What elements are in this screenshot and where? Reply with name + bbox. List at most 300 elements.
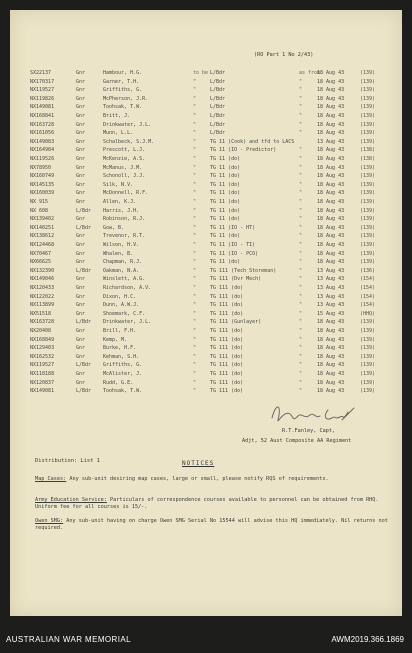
cell-rank: L/Bdr	[76, 362, 92, 369]
cell-no: NX122022	[30, 293, 55, 300]
cell-q1: to be	[193, 70, 209, 76]
list-item	[10, 345, 402, 352]
list-item	[10, 70, 402, 77]
cell-date: 18 Aug 43	[317, 207, 345, 214]
cell-no: NX78950	[30, 164, 52, 171]
cell-appt: TG 11 (do)	[210, 216, 241, 223]
cell-ref: (139)	[360, 164, 376, 171]
list-item	[10, 294, 402, 301]
list-item	[10, 233, 402, 240]
cell-date: 18 Aug 43	[317, 164, 345, 171]
cell-q1: "	[193, 267, 197, 274]
cell-no: SX22137	[30, 70, 52, 76]
cell-date: 18 Aug 43	[317, 328, 345, 334]
cell-date: 15 Aug 43	[317, 310, 345, 317]
cell-q1: "	[193, 121, 197, 128]
cell-name: Kehman, S.H.	[103, 353, 140, 360]
cell-name: Schonoll, J.J.	[103, 173, 146, 180]
cell-q1: "	[193, 78, 197, 85]
list-item	[10, 216, 402, 223]
cell-ref: (139)	[360, 199, 376, 205]
cell-ref: (139)	[360, 336, 376, 343]
cell-ref: (154)	[360, 302, 376, 309]
cell-ref: (139)	[360, 130, 376, 137]
cell-date: 18 Aug 43	[317, 224, 345, 231]
cell-no: NX160039	[30, 190, 55, 197]
cell-q2: "	[299, 190, 303, 197]
cell-name: McPherson, J.R.	[103, 95, 149, 102]
list-item	[10, 251, 402, 258]
cell-date: 18 Aug 43	[317, 173, 345, 180]
cell-no: NX51518	[30, 310, 52, 317]
cell-rank: L/Bdr	[76, 267, 92, 274]
cell-rank: Gnr	[76, 328, 86, 334]
list-item	[10, 87, 402, 94]
cell-appt: L/Bdr	[210, 113, 226, 119]
cell-no: NX162532	[30, 353, 55, 360]
cell-q1: "	[193, 164, 197, 171]
cell-q1: "	[193, 173, 197, 180]
list-item	[10, 96, 402, 103]
list-item	[10, 362, 402, 369]
cell-q1: "	[193, 328, 197, 334]
list-item	[10, 173, 402, 180]
cell-ref: (154)	[360, 293, 376, 300]
cell-date: 18 Aug 43	[317, 319, 345, 326]
cell-date: 18 Aug 43	[317, 78, 345, 85]
cell-rank: Gnr	[76, 345, 86, 352]
cell-name: McManus, J.M.	[103, 164, 143, 171]
cell-ref: (139)	[360, 78, 376, 85]
cell-name: Silk, N.V.	[103, 181, 134, 188]
cell-name: Richardson, A.V.	[103, 285, 152, 291]
cell-q1: "	[193, 138, 197, 145]
cell-q2: as from	[299, 70, 321, 76]
list-item	[10, 139, 402, 146]
cell-appt: TG 111 (do)	[210, 345, 244, 352]
signatory-title: Adjt, 52 Aust Composite AA Regiment	[242, 438, 352, 444]
cell-q1: "	[193, 371, 197, 377]
cell-appt: TG 11 (do)	[210, 259, 241, 266]
cell-ref: (138)	[360, 147, 376, 154]
cell-date: 18 Aug 43	[317, 147, 345, 154]
cell-no: NX119526	[30, 156, 55, 162]
cell-name: Shoemark, C.F.	[103, 310, 146, 317]
cell-name: Trevenor, R.T.	[103, 233, 146, 240]
cell-no: NX139402	[30, 216, 55, 223]
cell-ref: (139)	[360, 181, 376, 188]
cell-name: Drinkwater, J.L.	[103, 121, 152, 128]
cell-rank: Gnr	[76, 181, 86, 188]
cell-appt: L/Bdr	[210, 121, 226, 128]
cell-q1: "	[193, 87, 197, 94]
cell-date: 18 Aug 43	[317, 371, 345, 377]
cell-q1: "	[193, 285, 197, 291]
cell-no: NX168841	[30, 113, 55, 119]
cell-name: Britt, J.	[103, 113, 131, 119]
cell-appt: TG 111 (do)	[210, 302, 244, 309]
cell-rank: Gnr	[76, 353, 86, 360]
cell-ref: (139)	[360, 319, 376, 326]
cell-rank: Gnr	[76, 70, 86, 76]
cell-q2: "	[299, 207, 303, 214]
cell-no: NX120433	[30, 285, 55, 291]
cell-name: Brill, F.H.	[103, 328, 137, 334]
cell-no: NX20408	[30, 328, 52, 334]
cell-date: 18 Aug 43	[317, 104, 345, 111]
cell-rank: Gnr	[76, 164, 86, 171]
cell-name: Rudd, G.E.	[103, 379, 134, 386]
cell-date: 18 Aug 43	[317, 156, 345, 162]
cell-q2: "	[299, 113, 303, 119]
cell-q2: "	[299, 293, 303, 300]
cell-date: 13 Aug 43	[317, 276, 345, 283]
cell-q2: "	[299, 224, 303, 231]
cell-q1: "	[193, 95, 197, 102]
list-item	[10, 113, 402, 120]
cell-appt: TG 111 (do)	[210, 285, 244, 291]
cell-rank: Gnr	[76, 242, 86, 248]
cell-no: NX138612	[30, 233, 55, 240]
cell-rank: Gnr	[76, 285, 86, 291]
cell-rank: Gnr	[76, 293, 86, 300]
cell-q2: "	[299, 276, 303, 283]
cell-name: Chapman, R.J.	[103, 259, 143, 266]
cell-q2: "	[299, 156, 303, 162]
cell-rank: Gnr	[76, 276, 86, 283]
cell-q2: "	[299, 345, 303, 352]
cell-appt: TG 111 (do)	[210, 388, 244, 395]
cell-date: 18 Aug 43	[317, 233, 345, 240]
list-item	[10, 147, 402, 154]
cell-ref: (139)	[360, 70, 376, 76]
cell-date: 18 Aug 43	[317, 70, 345, 76]
cell-rank: Gnr	[76, 190, 86, 197]
notice-map-cases: Map Cases: Any sub-unit desiring map cases, large or small, please notify RQS of requirements.	[35, 476, 329, 482]
cell-ref: (139)	[360, 371, 376, 377]
cell-no: NX132390	[30, 267, 55, 274]
cell-date: 18 Aug 43	[317, 250, 345, 257]
cell-name: Munn, L.L.	[103, 130, 134, 137]
cell-q1: "	[193, 199, 197, 205]
cell-q1: "	[193, 362, 197, 369]
cell-ref: (139)	[360, 242, 376, 248]
cell-no: NX118188	[30, 371, 55, 377]
cell-rank: Gnr	[76, 173, 86, 180]
cell-q2: "	[299, 147, 303, 154]
cell-ref: (139)	[360, 353, 376, 360]
handwritten-signature	[268, 400, 358, 428]
cell-ref: (139)	[360, 328, 376, 334]
cell-date: 13 Aug 43	[317, 293, 345, 300]
cell-appt: TG 11 (do)	[210, 181, 241, 188]
cell-name: Wilson, H.V.	[103, 242, 140, 248]
cell-rank: L/Bdr	[76, 319, 92, 326]
cell-appt: TG 111 (Gunlayer)	[210, 319, 262, 326]
list-item	[10, 328, 402, 335]
cell-no: NX119527	[30, 87, 55, 94]
cell-q1: "	[193, 302, 197, 309]
cell-rank: Gnr	[76, 121, 86, 128]
cell-q1: "	[193, 181, 197, 188]
list-item	[10, 225, 402, 232]
cell-ref: (139)	[360, 224, 376, 231]
cell-no: NX119527	[30, 362, 55, 369]
list-item	[10, 208, 402, 215]
cell-name: Robinson, R.J.	[103, 216, 146, 223]
cell-appt: TG 111 (do)	[210, 336, 244, 343]
cell-name: Griffiths, G.	[103, 87, 143, 94]
cell-q2: "	[299, 328, 303, 334]
list-item	[10, 311, 402, 318]
cell-appt: TG 11 (do)	[210, 156, 241, 162]
cell-no: NX120837	[30, 379, 55, 386]
cell-q2: "	[299, 259, 303, 266]
cell-name: Prescott, L.J.	[103, 147, 146, 154]
cell-q1: "	[193, 242, 197, 248]
cell-appt: TG 111 (do)	[210, 362, 244, 369]
list-item	[10, 354, 402, 361]
cell-date: 18 Aug 43	[317, 379, 345, 386]
cell-q1: "	[193, 293, 197, 300]
cell-rank: Gnr	[76, 310, 86, 317]
cell-rank: Gnr	[76, 233, 86, 240]
list-item	[10, 165, 402, 172]
cell-q1: "	[193, 216, 197, 223]
cell-name: Winslett, A.G.	[103, 276, 146, 283]
cell-appt: L/Bdr	[210, 87, 226, 94]
cell-ref: (139)	[360, 87, 376, 94]
cell-q1: "	[193, 259, 197, 266]
cell-no: NX163728	[30, 319, 55, 326]
list-item	[10, 259, 402, 266]
cell-q2: "	[299, 216, 303, 223]
cell-appt: TG 11 (IO - TI)	[210, 242, 256, 248]
cell-date: 18 Aug 43	[317, 95, 345, 102]
list-item	[10, 122, 402, 129]
cell-q1: "	[193, 207, 197, 214]
cell-ref: (139)	[360, 250, 376, 257]
cell-appt: TG 111 (Tech Storeman)	[210, 267, 277, 274]
cell-no: NX163728	[30, 121, 55, 128]
cell-no: NX149083	[30, 138, 55, 145]
cell-ref: (139)	[360, 121, 376, 128]
cell-date: 18 Aug 43	[317, 87, 345, 94]
cell-q2: "	[299, 242, 303, 248]
cell-date: 18 Aug 43	[317, 113, 345, 119]
cell-q2: "	[299, 173, 303, 180]
cell-appt: TG 111 (do)	[210, 310, 244, 317]
cell-rank: Gnr	[76, 371, 86, 377]
cell-ref: (139)	[360, 388, 376, 395]
cell-q2: "	[299, 302, 303, 309]
cell-q1: "	[193, 104, 197, 111]
cell-q1: "	[193, 250, 197, 257]
cell-ref: (136)	[360, 267, 376, 274]
cell-q1: "	[193, 224, 197, 231]
cell-date: 18 Aug 43	[317, 181, 345, 188]
cell-name: McAlister, J.	[103, 371, 143, 377]
cell-appt: TG 11 (Cook) and tfd to LACS	[210, 138, 295, 145]
list-item	[10, 268, 402, 275]
cell-appt: L/Bdr	[210, 70, 226, 76]
cell-q2: "	[299, 164, 303, 171]
cell-appt: TG 111 (do)	[210, 371, 244, 377]
cell-date: 13 Aug 43	[317, 302, 345, 309]
cell-name: Griffiths, G.	[103, 362, 143, 369]
cell-name: Whalen, B.	[103, 250, 134, 257]
cell-q1: "	[193, 276, 197, 283]
cell-appt: TG 11 (do)	[210, 233, 241, 240]
cell-rank: Gnr	[76, 113, 86, 119]
footer-bar	[0, 627, 412, 653]
cell-name: McDonnell, R.F.	[103, 190, 149, 197]
cell-no: NX161056	[30, 130, 55, 137]
cell-date: 18 Aug 43	[317, 336, 345, 343]
cell-q2: "	[299, 181, 303, 188]
cell-ref: (139)	[360, 190, 376, 197]
cell-appt: TG 111 (Dvr Mech)	[210, 276, 262, 283]
list-item	[10, 388, 402, 395]
cell-date: 18 Aug 43	[317, 242, 345, 248]
cell-rank: Gnr	[76, 138, 86, 145]
cell-ref: (139)	[360, 259, 376, 266]
cell-date: 18 Aug 43	[317, 345, 345, 352]
cell-q1: "	[193, 379, 197, 386]
cell-q1: "	[193, 156, 197, 162]
cell-appt: L/Bdr	[210, 78, 226, 85]
cell-q2: "	[299, 233, 303, 240]
cell-q1: "	[193, 345, 197, 352]
cell-ref: (139)	[360, 362, 376, 369]
cell-no: NX170317	[30, 78, 55, 85]
cell-rank: Gnr	[76, 87, 86, 94]
cell-date: 13 Aug 43	[317, 267, 345, 274]
cell-appt: TG 11 (do)	[210, 173, 241, 180]
cell-appt: TG 11 (do)	[210, 207, 241, 214]
list-item	[10, 380, 402, 387]
list-item	[10, 371, 402, 378]
distribution-line: Distribution: List 1	[35, 458, 100, 464]
cell-q2: "	[299, 379, 303, 386]
cell-no: NX140251	[30, 224, 55, 231]
cell-q2: "	[299, 121, 303, 128]
cell-q2: "	[299, 267, 303, 274]
cell-q1: "	[193, 336, 197, 343]
cell-name: Kemp, M.	[103, 336, 128, 343]
cell-ref: (139)	[360, 104, 376, 111]
cell-q2: "	[299, 199, 303, 205]
cell-rank: Gnr	[76, 336, 86, 343]
cell-no: NX149046	[30, 276, 55, 283]
list-item	[10, 199, 402, 206]
cell-q2: "	[299, 371, 303, 377]
cell-ref: (139)	[360, 379, 376, 386]
cell-rank: Gnr	[76, 216, 86, 223]
list-item	[10, 79, 402, 86]
cell-q1: "	[193, 353, 197, 360]
cell-no: NX70467	[30, 250, 52, 257]
cell-name: Oakman, N.A.	[103, 267, 140, 274]
cell-date: 18 Aug 43	[317, 362, 345, 369]
cell-q1: "	[193, 233, 197, 240]
list-item	[10, 302, 402, 309]
cell-ref: (139)	[360, 95, 376, 102]
cell-ref: (154)	[360, 276, 376, 283]
cell-appt: TG 11 (IO - HT)	[210, 224, 256, 231]
list-item	[10, 156, 402, 163]
cell-no: NX 915	[30, 199, 49, 205]
list-item	[10, 190, 402, 197]
cell-name: Dixon, H.C.	[103, 293, 137, 300]
cell-ref: (139)	[360, 345, 376, 352]
cell-rank: Gnr	[76, 130, 86, 137]
cell-rank: L/Bdr	[76, 388, 92, 395]
cell-no: NX160749	[30, 173, 55, 180]
cell-date: 13 Aug 43	[317, 285, 345, 291]
cell-appt: TG 11 (IO - PCO)	[210, 250, 259, 257]
cell-q1: "	[193, 130, 197, 137]
cell-rank: Gnr	[76, 302, 86, 309]
cell-no: NX113899	[30, 302, 55, 309]
cell-rank: L/Bdr	[76, 207, 92, 214]
cell-q1: "	[193, 190, 197, 197]
list-item	[10, 182, 402, 189]
cell-appt: TG 11 (do)	[210, 199, 241, 205]
list-item	[10, 337, 402, 344]
cell-name: Hambour, H.G.	[103, 70, 143, 76]
cell-no: NX119826	[30, 95, 55, 102]
cell-date: 18 Aug 43	[317, 190, 345, 197]
cell-q2: "	[299, 310, 303, 317]
cell-rank: Gnr	[76, 259, 86, 266]
notice-owen-smg: Owen SMG: Any sub-unit having on charge Owen SMG Serial No 15544 will advise this HQ immediately. Nil returns not required.	[35, 518, 388, 531]
cell-rank: Gnr	[76, 78, 86, 85]
document-page	[10, 10, 402, 616]
cell-name: Toohsak, T.W.	[103, 388, 143, 395]
cell-rank: Gnr	[76, 250, 86, 257]
cell-rank: L/Bdr	[76, 224, 92, 231]
cell-rank: Gnr	[76, 156, 86, 162]
cell-ref: (HHQ)	[360, 310, 376, 317]
footer-institution: AUSTRALIAN WAR MEMORIAL	[6, 635, 131, 644]
order-reference: (RO Part 1 No 2/43)	[254, 52, 314, 58]
cell-q1: "	[193, 147, 197, 154]
cell-appt: L/Bdr	[210, 104, 226, 111]
cell-no: NX 608	[30, 207, 49, 214]
cell-q2: "	[299, 130, 303, 137]
cell-q2: "	[299, 285, 303, 291]
cell-q2: "	[299, 250, 303, 257]
cell-appt: TG 111 (do)	[210, 293, 244, 300]
cell-no: NX164984	[30, 147, 55, 154]
cell-no: NX124468	[30, 242, 55, 248]
cell-q2: "	[299, 104, 303, 111]
cell-date: 18 Aug 43	[317, 216, 345, 223]
cell-date: 18 Aug 43	[317, 259, 345, 266]
cell-ref: (139)	[360, 173, 376, 180]
cell-date: 18 Aug 43	[317, 353, 345, 360]
cell-name: Dunn, A.W.J.	[103, 302, 140, 309]
cell-appt: TG 11 (IO - Predictor)	[210, 147, 277, 154]
cell-appt: L/Bdr	[210, 95, 226, 102]
cell-name: Gow, B.	[103, 224, 125, 231]
cell-no: NX129403	[30, 345, 55, 352]
cell-ref: (138)	[360, 156, 376, 162]
cell-rank: Gnr	[76, 147, 86, 154]
notice-education: Army Education Service: Particulars of correspondence courses available to personnel can be obtained from RHQ. Uniform fee for all courses is 15/-.	[35, 497, 379, 510]
cell-q1: "	[193, 319, 197, 326]
